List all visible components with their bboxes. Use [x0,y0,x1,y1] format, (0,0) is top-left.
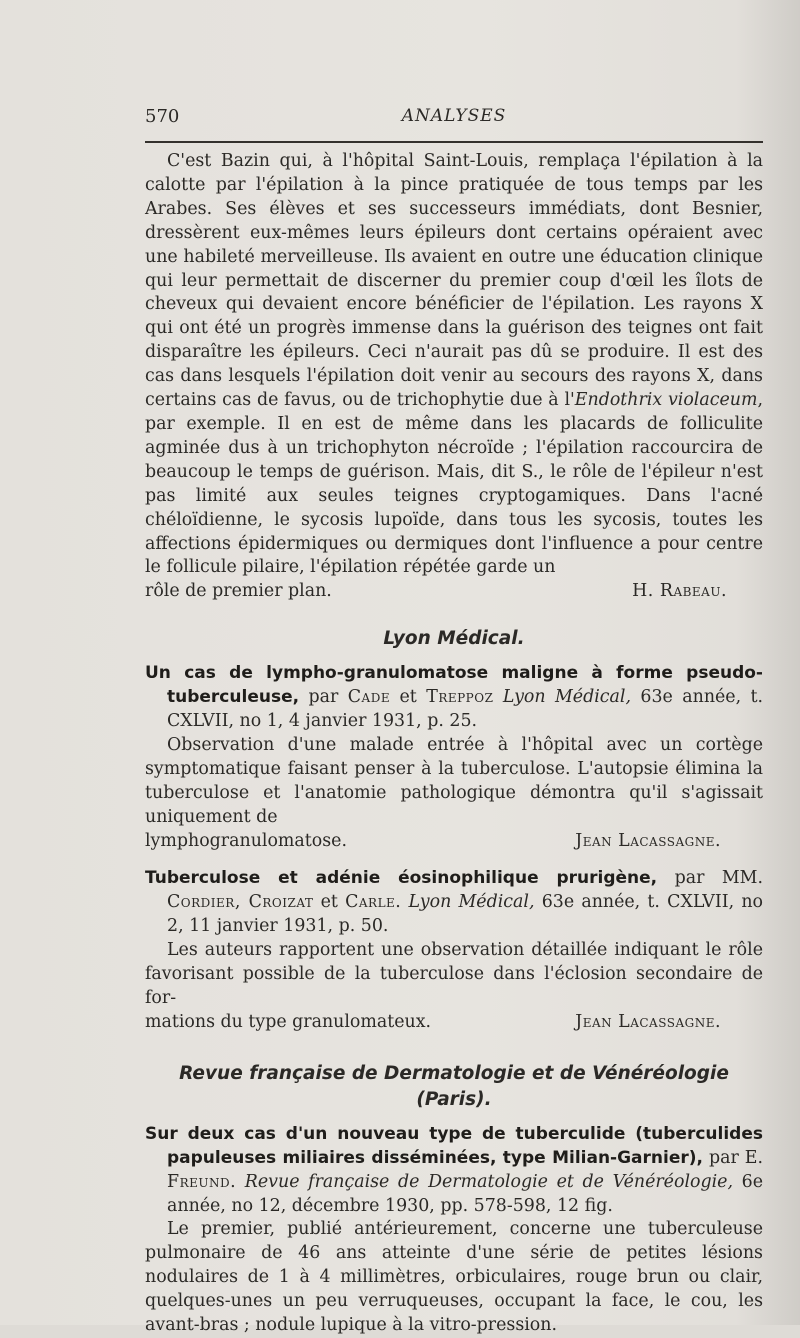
lyon-article1-last-line: lymphogranulomatose. [145,830,347,851]
intro-signature: H. Rabeau. [632,581,727,602]
header-rule [145,141,763,143]
lyon-article1-signature-line [145,830,763,854]
lyon-article2-title: Tuberculose et adénie éosinophilique prurigène, [145,868,658,889]
lyon-article1-header: Un cas de lympho-granulomatose maligne à forme pseudo-tuberculeuse, par Cade et Treppoz Lyon Médical, 63e année, t. CXLVII, no 1, 4 janvier 1931, p. 25. [145,663,764,732]
lyon-article2-signature: Jean Lacassagne. [575,1011,721,1032]
revue-article1-paragraph: Le premier, publié antérieurement, concerne une tuberculeuse pulmonaire de 46 ans atteinte d'une série de petites lésions nodulaires de 1 à 4 millimètres, orbiculaires, rouge brun ou clair, quelques-unes un peu verruqueuses, occupant la face, le cou, les avant-bras ; nodule lupique à la vitro-pression. [145,1219,763,1336]
revue-article1-header: Sur deux cas d'un nouveau type de tuberculide (tuberculides papuleuses miliaires disséminées, type Milian-Garnier), par E. Freund. Revue française de Dermatologie et de Vénéréologie, 6e année, no 12, décembre 1930, pp. 578-598, 12 fig. [145,1123,763,1216]
page-number: 570 [145,106,180,127]
lyon-article1-title: Un cas de lympho-granulomatose maligne à forme pseudo-tuberculeuse, [145,663,763,708]
intro-signature-line [145,580,763,604]
page-header [145,106,763,130]
lyon-article2-paragraph: Les auteurs rapportent une observation détaillée indiquant le rôle favorisant possible de la tuberculose dans l'éclosion secondaire de for- [145,940,763,1008]
lyon-article1-signature: Jean Lacassagne. [575,830,721,851]
intro-paragraph: C'est Bazin qui, à l'hôpital Saint-Louis, remplaça l'épilation à la calotte par l'épilation à la pince pratiquée de tous temps par les Arabes. Ses élèves et ses successeurs immédiats, dont Besnier, dressèrent eux-mêmes leurs épileurs dont certains opéraient avec une habileté merveilleuse. Ils avaient en outre une éducation clinique qui leur permettait de discerner du premier coup d'œil les îlots de cheveux qui devaient encore bénéficier de l'épilation. Les rayons X qui ont été un progrès immense dans la guérison des teignes ont fait disparaître les épileurs. Ceci n'aurait pas dû se produire. Il est des cas dans lesquels l'épilation doit venir au secours des rayons X, dans certains cas de favus, ou de trichophytie due à l'Endothrix violaceum, par exemple. Il en est de même dans les placards de folliculite agminée dus à un trichophyton nécroïde ; l'épilation raccourcira de beaucoup le temps de guérison. Mais, dit S., le rôle de l'épileur n'est pas limité aux seules teignes cryptogamiques. Dans l'acné chéloïdienne, le sycosis lupoïde, dans tous les sycosis, toutes les affections épidermiques ou dermiques dont l'influence a pour centre le follicule pilaire, l'épilation répétée garde un [145,151,763,578]
page-body [145,150,763,1338]
lyon-article2-header: Tuberculose et adénie éosinophilique prurigène, par MM. Cordier, Croizat et Carle. Lyon Médical, 63e année, t. CXLVII, no 2, 11 janvier 1931, p. 50. [145,868,764,937]
journal-heading-lyon: Lyon Médical. [383,628,525,650]
intro-last-line: rôle de premier plan. [145,581,332,602]
lyon-article2-last-line: mations du type granulomateux. [145,1011,432,1032]
revue-article1-title: Sur deux cas d'un nouveau type de tuberculide (tuberculides papuleuses miliaires disséminées, type Milian-Garnier), [145,1123,763,1168]
lyon-article1-paragraph: Observation d'une malade entrée à l'hôpital avec un cortège symptomatique faisant penser à la tuberculose. L'autopsie élimina la tuberculose et l'anatomie pathologique démontra qu'il s'agissait uniquement de [145,734,763,827]
italic-term: Endothrix violaceum [574,390,758,411]
running-title: ANALYSES [401,106,507,126]
journal-heading-revue: Revue française de Dermatologie et de Vénéréologie (Paris). [179,1062,729,1110]
lyon-article2-signature-line [145,1011,763,1035]
